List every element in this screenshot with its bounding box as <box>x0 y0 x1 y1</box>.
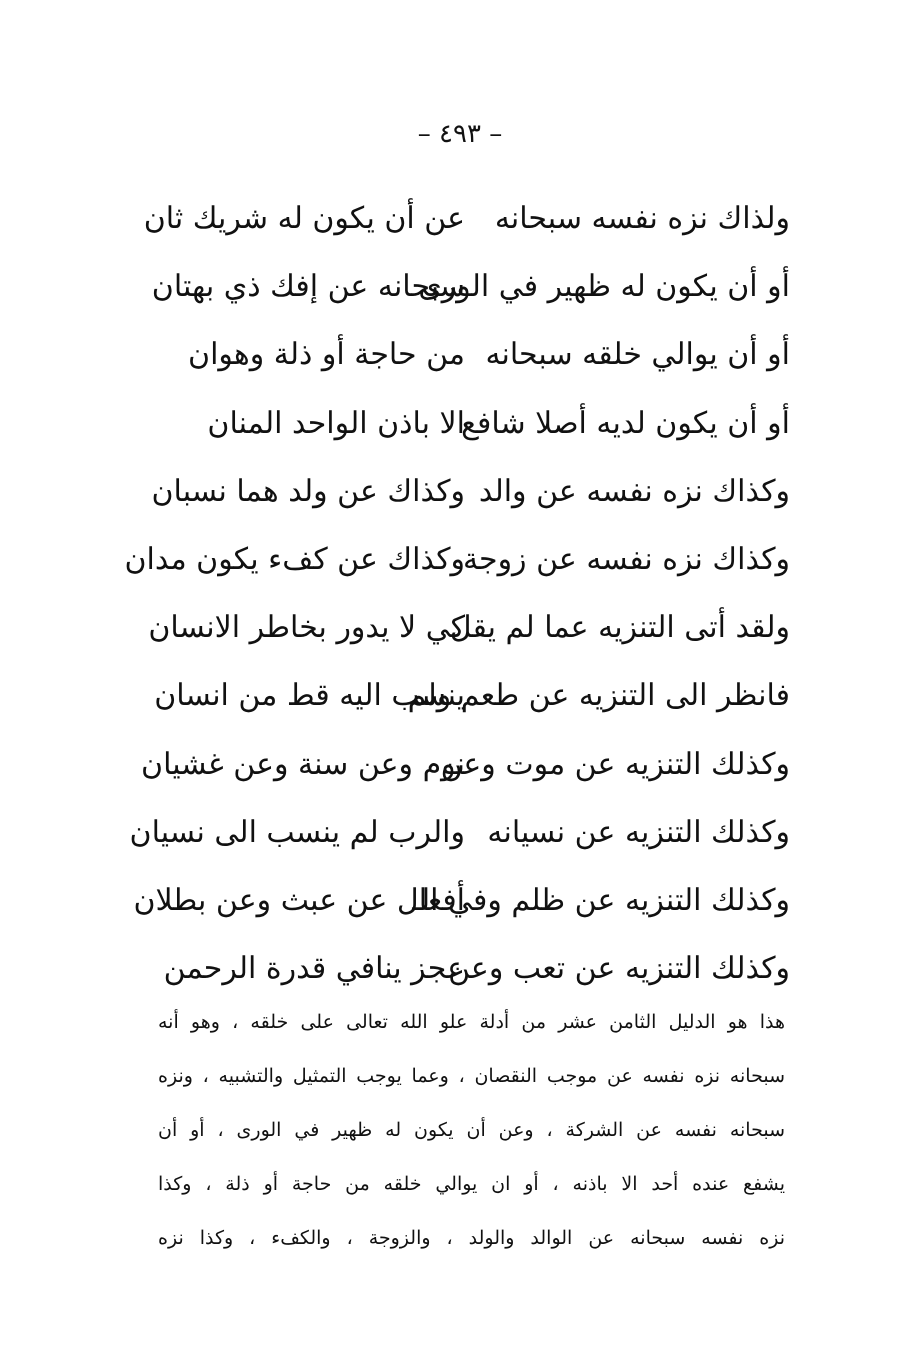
verse-second-hemistich: عن أن يكون له شريك ثان <box>143 201 465 236</box>
verse-second-hemistich: وكذاك عن ولد هما نسبان <box>151 473 465 509</box>
verse-line <box>165 935 790 1003</box>
verse-line <box>154 662 790 730</box>
verse-first-hemistich: وكذلك التنزيه عن موت وعن <box>440 746 790 782</box>
verse-line <box>124 526 790 594</box>
poem-verses <box>124 185 790 1003</box>
verse-line <box>133 867 790 935</box>
verse-first-hemistich: أو أن يوالي خلقه سبحانه <box>485 337 790 373</box>
verse-first-hemistich: وكذاك نزه نفسه عن زوجة <box>462 541 790 577</box>
verse-second-hemistich: نوم وعن سنة وعن غشيان <box>141 746 465 782</box>
verse-second-hemistich: الا باذن الواحد المنان <box>207 405 465 441</box>
verse-line <box>151 253 790 321</box>
verse-line <box>141 731 790 799</box>
verse-line <box>143 185 790 253</box>
verse-first-hemistich: فانظر الى التنزيه عن طعم ولم <box>407 678 790 714</box>
verse-first-hemistich: وكذلك التنزيه عن تعب وعن <box>448 951 790 987</box>
verse-second-hemistich: عجز ينافي قدرة الرحمن <box>163 951 465 987</box>
verse-second-hemistich: والرب لم ينسب الى نسيان <box>129 814 465 850</box>
verse-line <box>165 390 790 458</box>
verse-line <box>151 458 790 526</box>
verse-line <box>165 321 790 389</box>
commentary-line: هذا هو الدليل الثامن عشر من أدلة علو الله تعالى على خلقه ، وهو أنه <box>158 1011 785 1033</box>
verse-line <box>129 799 790 867</box>
verse-first-hemistich: وكذاك نزه نفسه عن والد <box>478 473 790 509</box>
commentary-line: سبحانه نفسه عن الشركة ، وعن أن يكون له ظهير في الورى ، أو أن <box>158 1119 785 1141</box>
verse-first-hemistich: وكذلك التنزيه عن نسيانه <box>487 814 790 850</box>
verse-first-hemistich: ولقد أتى التنزيه عما لم يقل <box>449 610 790 646</box>
verse-second-hemistich: سبحانه عن إفك ذي بهتان <box>151 269 465 305</box>
verse-second-hemistich: من حاجة أو ذلة وهوان <box>188 337 465 373</box>
verse-second-hemistich: أفعال عن عبث وعن بطلان <box>133 882 465 918</box>
verse-first-hemistich: ولذاك نزه نفسه سبحانه <box>494 201 790 236</box>
verse-second-hemistich: ينسب اليه قط من انسان <box>154 678 465 714</box>
commentary-line: يشفع عنده أحد الا باذنه ، أو ان يوالي خلقه من حاجة أو ذلة ، وكذا <box>158 1173 785 1195</box>
verse-second-hemistich: وكذاك عن كفء يكون مدان <box>124 541 465 577</box>
verse-first-hemistich: أو أن يكون لديه أصلا شافع <box>461 405 790 441</box>
page-number: – ٤٩٣ – <box>417 119 503 149</box>
commentary-line: نزه نفسه سبحانه عن الوالد والولد ، والزوجة ، والكفء ، وكذا نزه <box>158 1227 785 1249</box>
verse-line <box>148 594 790 662</box>
verse-first-hemistich: وكذلك التنزيه عن ظلم وفي الـ <box>412 882 790 918</box>
commentary-line: سبحانه نزه نفسه عن موجب النقصان ، وعما يوجب التمثيل والتشبيه ، ونزه <box>158 1065 785 1087</box>
verse-first-hemistich: أو أن يكون له ظهير في الورى <box>418 269 790 305</box>
commentary-paragraph <box>158 995 785 1265</box>
verse-second-hemistich: كي لا يدور بخاطر الانسان <box>148 610 465 646</box>
